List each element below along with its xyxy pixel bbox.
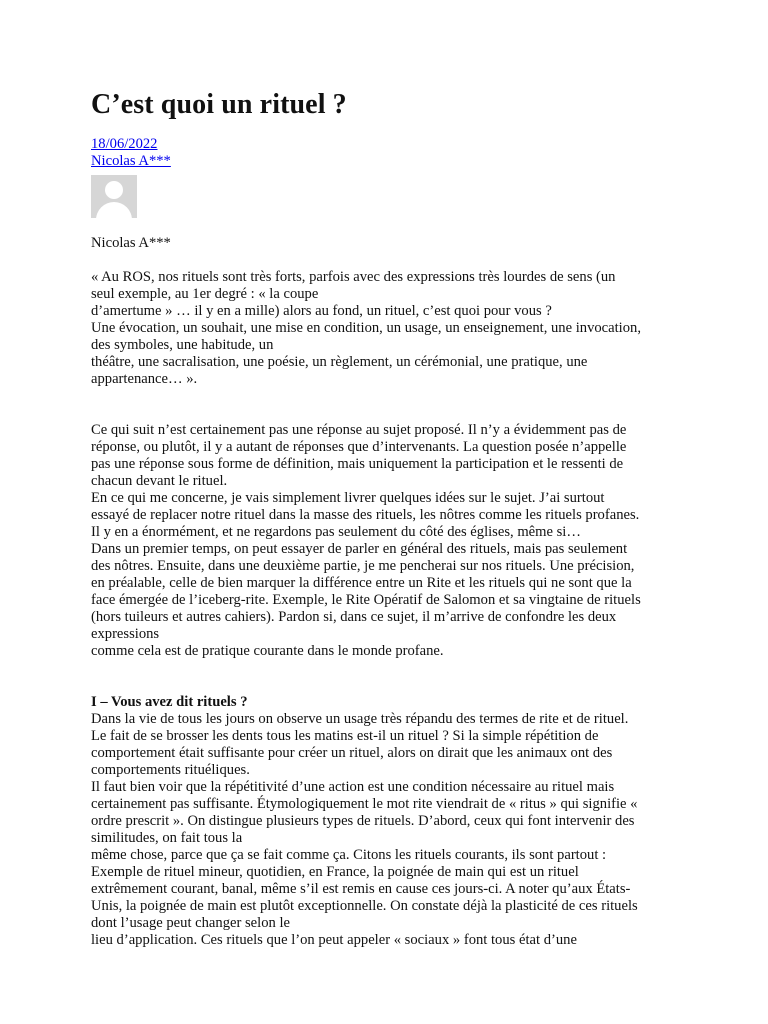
intro-line: comme cela est de pratique courante dans le monde profane. xyxy=(91,643,444,659)
section-line: ordre prescrit ». On distingue plusieurs types de rituels. D’abord, ceux qui font intervenir des xyxy=(91,813,635,829)
intro-line: pas une réponse sous forme de définition, mais uniquement la participation et le ressenti de xyxy=(91,456,624,472)
quote-line: d’amertume » … il y en a mille) alors au fond, un rituel, c’est quoi pour vous ? xyxy=(91,303,552,319)
section-line: comportements rituéliques. xyxy=(91,762,250,778)
section-line: Unis, la poignée de main est plutôt exceptionnelle. On constate déjà la plasticité de ces rituels xyxy=(91,898,638,914)
quote-line: théâtre, une sacralisation, une poésie, un règlement, un cérémonial, une pratique, une xyxy=(91,354,588,370)
intro-line: chacun devant le rituel. xyxy=(91,473,228,489)
section-line: Dans la vie de tous les jours on observe un usage très répandu des termes de rite et de rituel. xyxy=(91,711,629,727)
section-line: extrêmement courant, banal, même s’il est remis en cause ces jours-ci. A noter qu’aux États- xyxy=(91,881,631,897)
quote-line: « Au ROS, nos rituels sont très forts, parfois avec des expressions très lourdes de sens (un xyxy=(91,269,616,285)
author-name: Nicolas A*** xyxy=(91,235,171,251)
avatar-body-shape xyxy=(96,202,132,218)
intro-block xyxy=(91,422,676,660)
intro-line: En ce qui me concerne, je vais simplement livrer quelques idées sur le sujet. J’ai surtout xyxy=(91,490,605,506)
intro-line: Dans un premier temps, on peut essayer de parler en général des rituels, mais pas seulement xyxy=(91,541,628,557)
section-line: lieu d’application. Ces rituels que l’on peut appeler « sociaux » font tous état d’une xyxy=(91,932,577,948)
intro-line: Ce qui suit n’est certainement pas une réponse au sujet proposé. Il n’y a évidemment pas de xyxy=(91,422,627,438)
section-line: même chose, parce que ça se fait comme ça. Citons les rituels courants, ils sont partout : xyxy=(91,847,607,863)
intro-line: essayé de replacer notre rituel dans la masse des rituels, les nôtres comme les rituels profanes. xyxy=(91,507,640,523)
section-line: certainement pas suffisante. Étymologiquement le mot rite viendrait de « ritus » qui signifie « xyxy=(91,796,638,812)
section-line: Il faut bien voir que la répétitivité d’une action est une condition nécessaire au rituel mais xyxy=(91,779,615,795)
section-line: dont l’usage peut changer selon le xyxy=(91,915,290,931)
quote-line: appartenance… ». xyxy=(91,371,198,387)
intro-line: Il y en a énormément, et ne regardons pas seulement du côté des églises, même si… xyxy=(91,524,581,540)
post-meta xyxy=(91,136,676,170)
section-line: Exemple de rituel mineur, quotidien, en France, la poignée de main qui est un rituel xyxy=(91,864,579,880)
intro-line: (hors tuileurs et autres cahiers). Pardon si, dans ce sujet, il m’arrive de confondre les deux xyxy=(91,609,617,625)
section-1 xyxy=(91,694,676,949)
quote-line: des symboles, une habitude, un xyxy=(91,337,274,353)
quote-line: seul exemple, au 1er degré : « la coupe xyxy=(91,286,319,302)
avatar-head-shape xyxy=(105,181,123,199)
section-line: comportement était suffisante pour créer un rituel, alors on dirait que les animaux ont des xyxy=(91,745,613,761)
intro-line: expressions xyxy=(91,626,160,642)
avatar xyxy=(91,175,137,218)
section-line: similitudes, on fait tous la xyxy=(91,830,243,846)
section-line: Le fait de se brosser les dents tous les matins est-il un rituel ? Si la simple répétition de xyxy=(91,728,599,744)
intro-line: des nôtres. Ensuite, dans une deuxième partie, je me pencherai sur nos rituels. Une précision, xyxy=(91,558,635,574)
author-link[interactable]: Nicolas A*** xyxy=(91,153,171,169)
quote-block xyxy=(91,269,676,388)
intro-line: face émergée de l’iceberg-rite. Exemple, le Rite Opératif de Salomon et sa vingtaine de rituels xyxy=(91,592,641,608)
intro-line: réponse, ou plutôt, il y a autant de réponses que d’intervenants. La question posée n’appelle xyxy=(91,439,627,455)
post-date-link[interactable]: 18/06/2022 xyxy=(91,136,158,152)
intro-line: en préalable, celle de bien marquer la différence entre un Rite et les rituels qui ne sont que la xyxy=(91,575,632,591)
section-heading: I – Vous avez dit rituels ? xyxy=(91,694,248,710)
quote-line: Une évocation, un souhait, une mise en condition, un usage, un enseignement, une invocation, xyxy=(91,320,641,336)
page-title: C’est quoi un rituel ? xyxy=(91,89,347,120)
